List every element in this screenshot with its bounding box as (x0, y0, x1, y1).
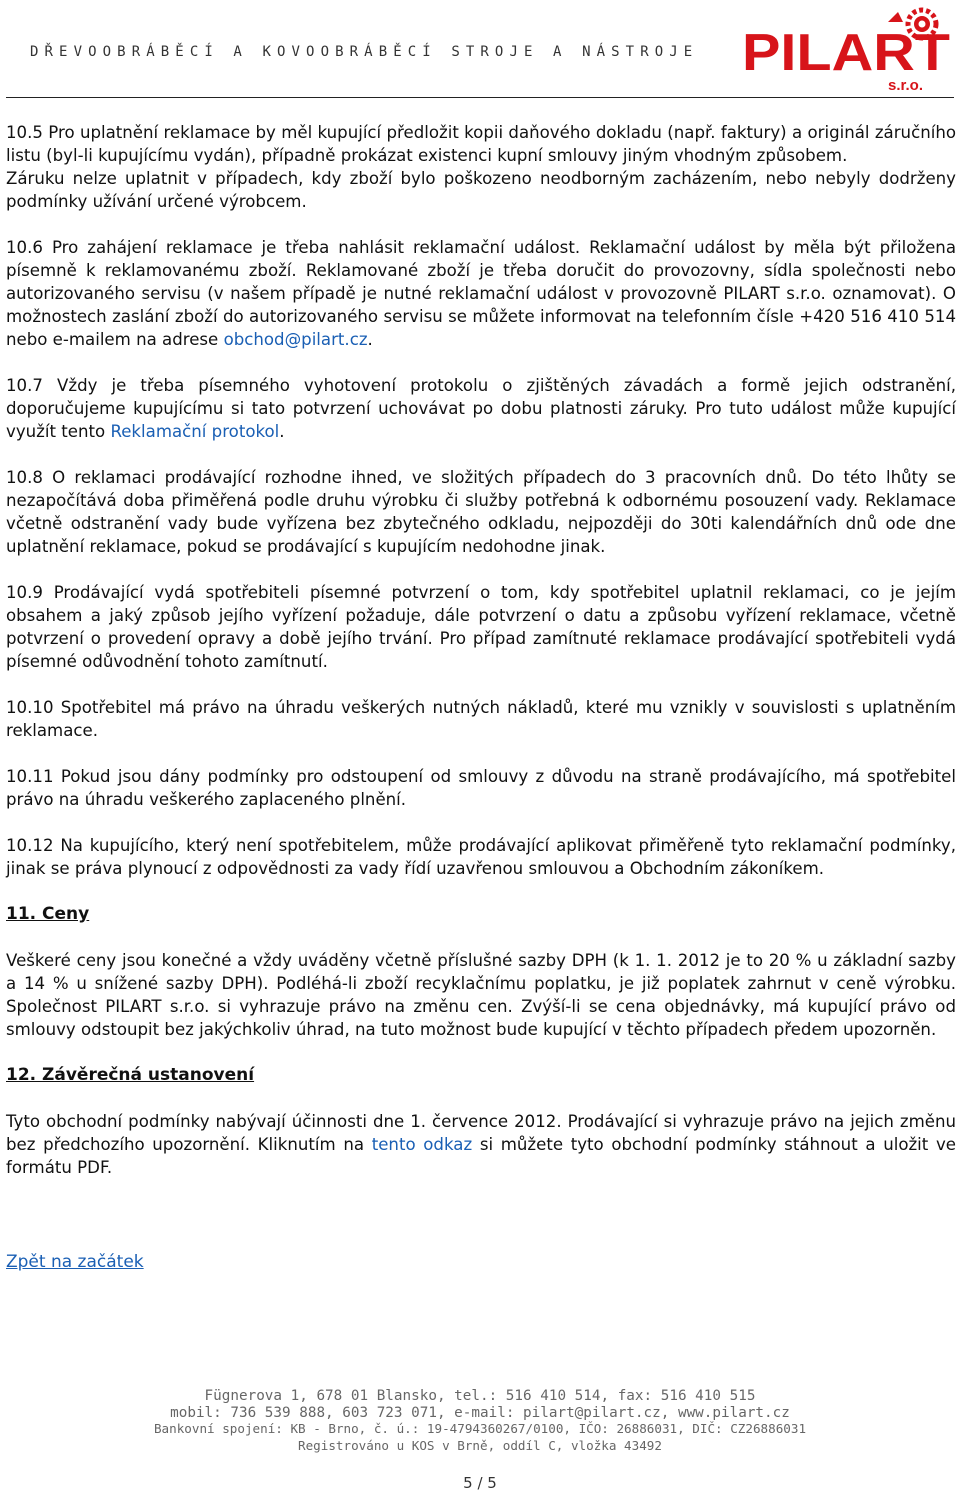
paragraph-10-6: 10.6 Pro zahájení reklamace je třeba nahlásit reklamační událost. Reklamační událost by měla být přiložena písemně k reklamovanému zboží. Reklamované zboží je třeba doručit do provozovny, sídla společnosti nebo autorizovaného servisu (v našem případě je nutné reklamační událost v provozovně PILART s.r.o. oznamovat). O možnostech zaslání zboží do autorizovaného servisu se můžete informovat na telefonním čísle +420 516 410 514 nebo e-mailem na adrese obchod@pilart.cz. (6, 238, 956, 349)
footer-address: Fügnerova 1, 678 01 Blansko, tel.: 516 410 514, fax: 516 410 515 (204, 1388, 756, 1404)
footer-contacts: mobil: 736 539 888, 603 723 071, e-mail: pilart@pilart.cz, www.pilart.cz (170, 1404, 790, 1421)
page-footer (0, 1388, 960, 1454)
header-divider (6, 97, 954, 98)
email-link[interactable]: obchod@pilart.cz (223, 330, 368, 349)
logo-suffix: s.r.o. (888, 77, 924, 94)
section-heading-final: 12. Závěrečná ustanovení (6, 1065, 255, 1085)
complaint-protocol-link[interactable]: Reklamační protokol (110, 422, 280, 441)
paragraph-10-9: 10.9 Prodávající vydá spotřebiteli písemné potvrzení o tom, kdy spotřebitel uplatnil reklamaci, co je jejím obsahem a jaký způsob jejího vyřízení požaduje, dále potvrzení o datu a způsobu vyřízení reklamace, včetně potvrzení o provedení opravy a době jejího trvání. Pro případ zamítnuté reklamace prodávající spotřebiteli vydá písemné odůvodnění tohoto zamítnutí. (6, 583, 956, 671)
company-tagline: DŘEVOOBRÁBĚCÍ A KOVOOBRÁBĚCÍ STROJE A NÁSTROJE (30, 44, 699, 60)
page-number: 5 / 5 (463, 1474, 497, 1492)
footer-bank: Bankovní spojení: KB - Brno, č. ú.: 19-4794360267/0100, IČO: 26886031, DIČ: CZ26886031 (153, 1421, 807, 1436)
pdf-download-link[interactable]: tento odkaz (371, 1135, 473, 1154)
logo-wordmark: PILART (742, 24, 951, 82)
footer-registration: Registrováno u KOS v Brně, oddíl C, vložka 43492 (298, 1437, 662, 1453)
paragraph-prices: Veškeré ceny jsou konečné a vždy uváděny včetně příslušné sazby DPH (k 1. 1. 2012 je to 20 % u základní sazby a 14 % u snížené sazby DPH). Podléhá-li zboží recyklačnímu poplatku, je již poplatek zahrnut v ceně výrobku. Společnost PILART s.r.o. si vyhrazuje právo na změnu cen. Zvýší-li se cena objednávky, má kupující právo od smlouvy odstoupit bez jakýchkoliv úhrad, na tuto možnost bude kupující v těchto případech předem upozorněn. (6, 951, 956, 1039)
paragraph-10-10: 10.10 Spotřebitel má právo na úhradu veškerých nutných nákladů, které mu vznikly v souvislosti s uplatněním reklamace. (6, 698, 956, 740)
paragraph-10-11: 10.11 Pokud jsou dány podmínky pro odstoupení od smlouvy z důvodu na straně prodávajícího, má spotřebitel právo na úhradu veškerého zaplaceného plnění. (6, 767, 956, 809)
section-heading-prices: 11. Ceny (6, 904, 90, 924)
paragraph-10-7: 10.7 Vždy je třeba písemného vyhotovení protokolu o zjištěných závadách a formě jejich odstranění, doporučujeme kupujícímu si tato potvrzení uchovávat po dobu platnosti záruky. Pro tuto událost může kupující využít tento Reklamační protokol. (6, 376, 956, 441)
paragraph-10-5: 10.5 Pro uplatnění reklamace by měl kupující předložit kopii daňového dokladu (např. faktury) a originál záručního listu (byl-li kupujícímu vydán), případně prokázat existenci kupní smlouvy jiným vhodným způsobem. (6, 123, 956, 165)
paragraph-10-5-warranty: Záruku nelze uplatnit v případech, kdy zboží bylo poškozeno neodborným zacházením, nebo nebyly dodrženy podmínky užívání určené výrobcem. (6, 169, 956, 211)
paragraph-10-12: 10.12 Na kupujícího, který není spotřebitelem, může prodávající aplikovat přiměřeně tyto reklamační podmínky, jinak se práva plynoucí z odpovědnosti za vady řídí uzavřenou smlouvou a Obchodním zákoníkem. (6, 836, 956, 878)
back-to-top-link[interactable]: Zpět na začátek (6, 1252, 144, 1272)
paragraph-10-8: 10.8 O reklamaci prodávající rozhodne ihned, ve složitých případech do 3 pracovních dnů. Do této lhůty se nezapočítává doba přiměřená podle druhu výrobku či služby potřebná k odbornému posouzení vady. Reklamace včetně odstranění vady bude vyřízena bez zbytečného odkladu, nejpozději do 30ti kalendářních dnů ode dne uplatnění reklamace, pokud se prodávající s kupujícím nedohodne jinak. (6, 468, 956, 556)
paragraph-final: Tyto obchodní podmínky nabývají účinnosti dne 1. července 2012. Prodávající si vyhrazuje právo na jejich změnu bez předchozího upozornění. Kliknutím na tento odkaz si můžete tyto obchodní podmínky stáhnout a uložit ve formátu PDF. (6, 1112, 956, 1177)
document-body (6, 121, 956, 1202)
page-header (0, 0, 960, 98)
pilart-logo (738, 4, 960, 94)
